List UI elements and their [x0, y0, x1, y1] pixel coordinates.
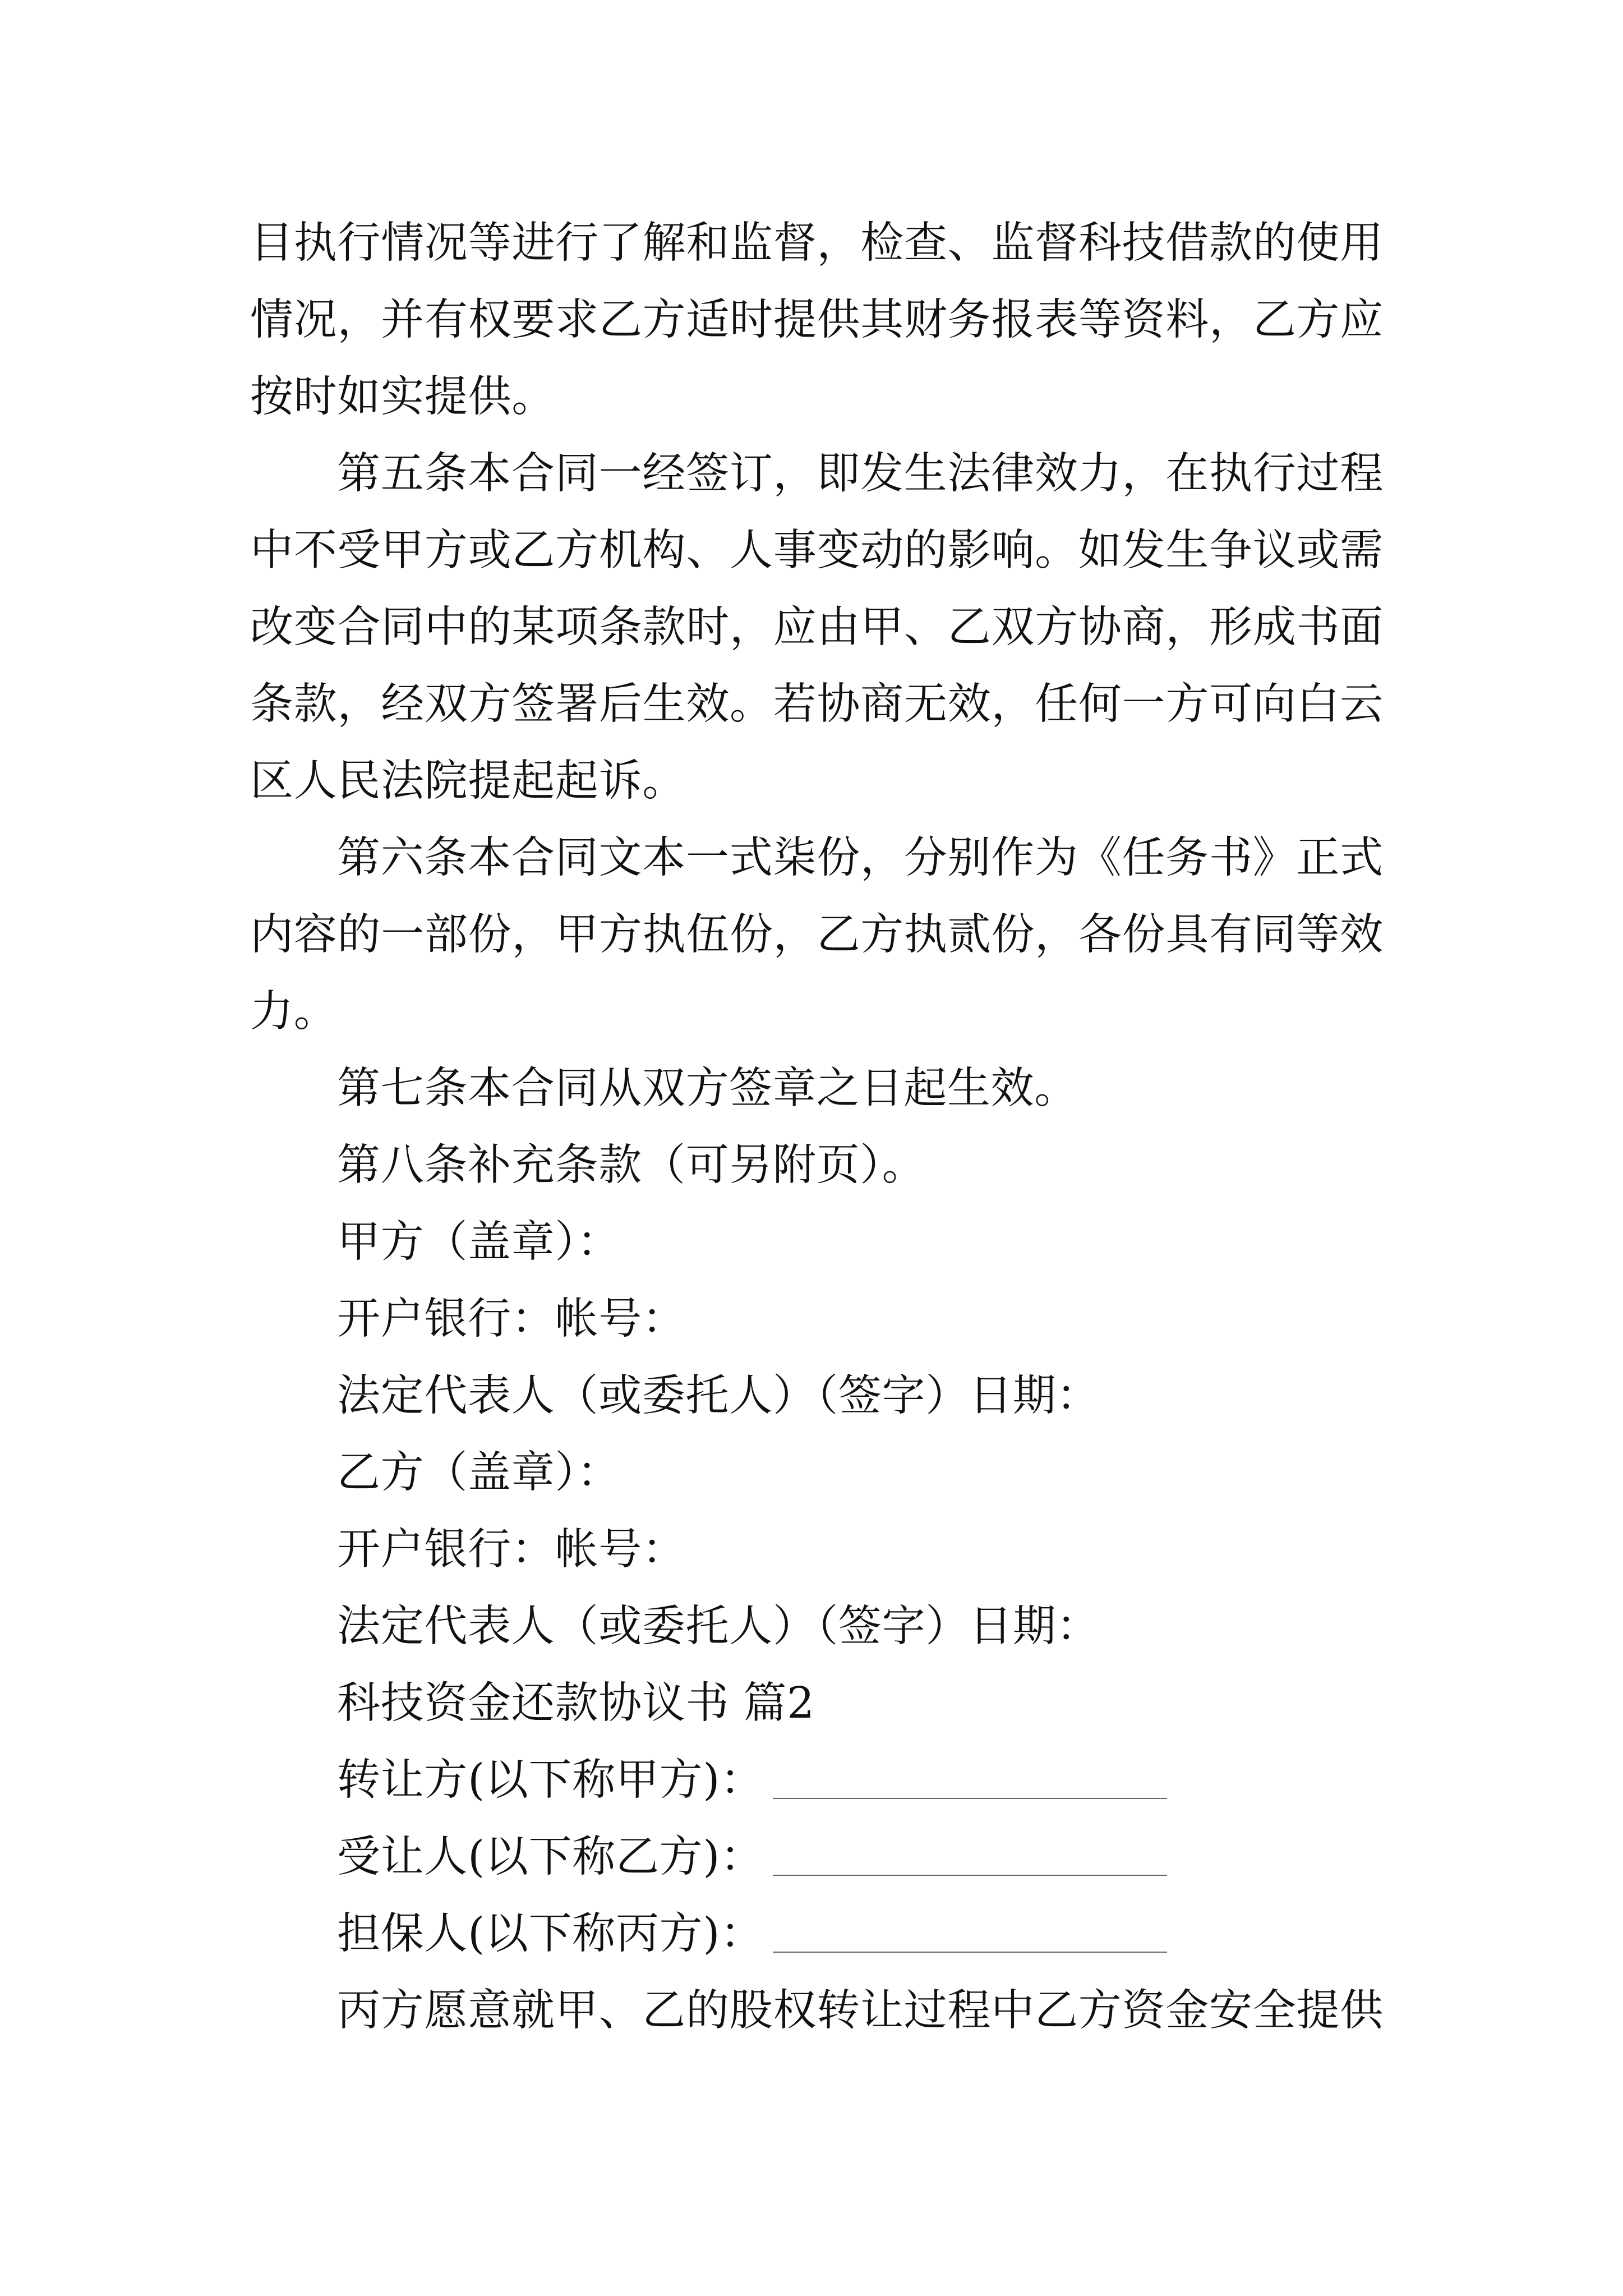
clause-5-line: 改变合同中的某项条款时，应由甲、乙双方协商，形成书面: [250, 602, 1384, 652]
party-b-bank-account: 开户银行：帐号：: [337, 1525, 686, 1575]
party-a-bank-account: 开户银行：帐号：: [337, 1294, 686, 1344]
transferee-label: 受让人(以下称乙方)：: [337, 1832, 764, 1882]
party-b-seal: 乙方（盖章）：: [337, 1448, 621, 1498]
transferee-row: [250, 1819, 1384, 1895]
agreement-2-title: 科技资金还款协议书 篇2: [337, 1678, 815, 1728]
transferee-blank-line: [773, 1875, 1167, 1876]
clause-5-line: 中不受甲方或乙方机构、人事变动的影响。如发生争议或需: [250, 526, 1384, 576]
guarantor-row: [250, 1895, 1384, 1972]
clause-7: 第七条本合同从双方签章之日起生效。: [337, 1064, 1078, 1114]
party-a-representative: 法定代表人（或委托人）（签字）日期：: [337, 1371, 1100, 1421]
clause-6-line: 力。: [250, 987, 338, 1037]
guarantor-blank-line: [773, 1952, 1167, 1953]
party-b-representative: 法定代表人（或委托人）（签字）日期：: [337, 1602, 1100, 1651]
continuation-line: 按时如实提供。: [250, 372, 555, 422]
clause-5-line: 区人民法院提起起诉。: [250, 756, 686, 806]
party-a-seal: 甲方（盖章）：: [337, 1217, 621, 1267]
transferor-label: 转让方(以下称甲方)：: [337, 1755, 764, 1805]
agreement-2-intro: 丙方愿意就甲、乙的股权转让过程中乙方资金安全提供: [337, 1986, 1384, 2036]
clause-8: 第八条补充条款（可另附页）。: [337, 1140, 926, 1190]
transferor-blank-line: [773, 1798, 1167, 1799]
document-body: [250, 205, 1384, 2049]
clause-5-line: 第五条本合同一经签订，即发生法律效力，在执行过程: [337, 449, 1384, 499]
continuation-line: 目执行情况等进行了解和监督，检查、监督科技借款的使用: [250, 218, 1384, 268]
clause-6-line: 内容的一部份，甲方执伍份，乙方执贰份，各份具有同等效: [250, 910, 1384, 960]
transferor-row: [250, 1742, 1384, 1819]
clause-5-line: 条款，经双方签署后生效。若协商无效，任何一方可向白云: [250, 679, 1384, 729]
continuation-line: 情况，并有权要求乙方适时提供其财务报表等资料，乙方应: [250, 295, 1384, 345]
guarantor-label: 担保人(以下称丙方)：: [337, 1909, 764, 1959]
clause-6-line: 第六条本合同文本一式柒份，分别作为《任务书》正式: [337, 833, 1384, 883]
